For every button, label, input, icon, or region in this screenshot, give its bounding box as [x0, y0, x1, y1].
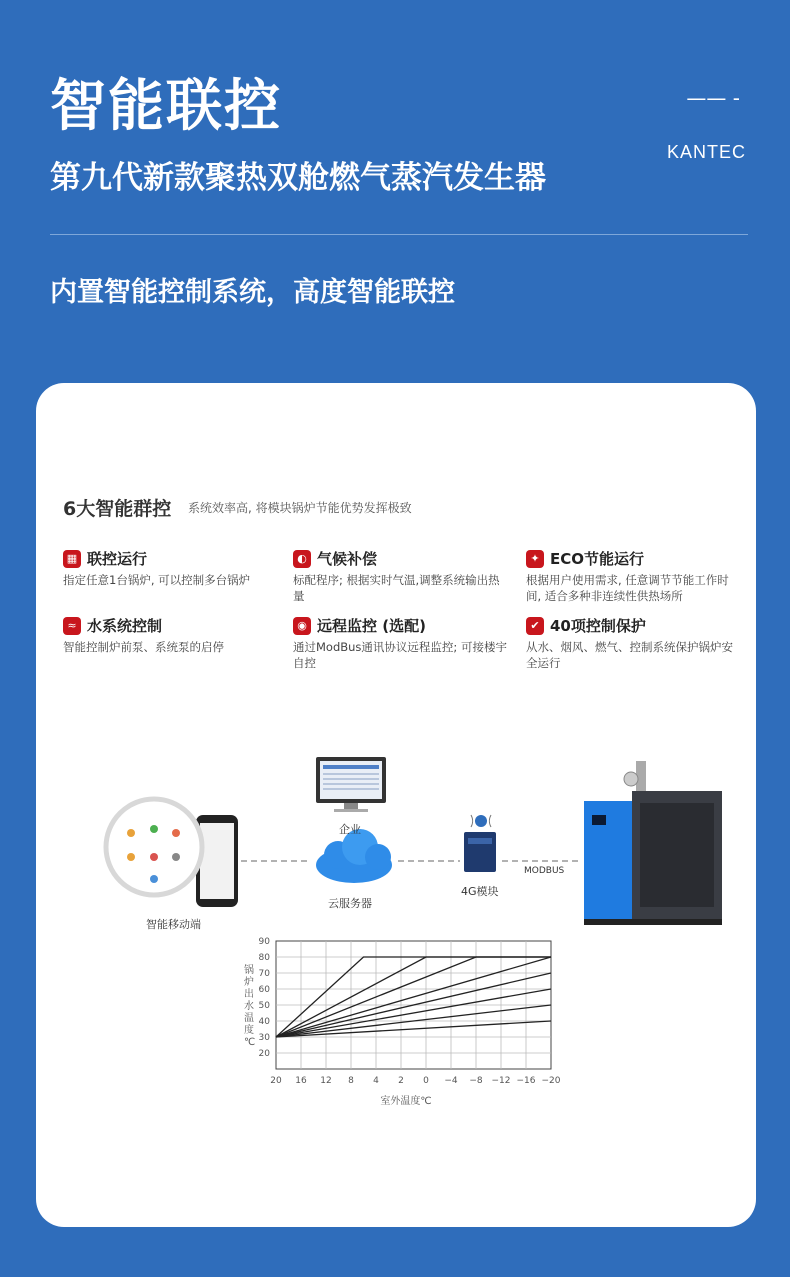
series-line	[276, 989, 551, 1037]
y-tick-label: 60	[258, 985, 270, 995]
y-tick-label: 20	[258, 1049, 270, 1059]
water-icon: ≈	[63, 617, 81, 635]
feature-item	[293, 548, 508, 604]
x-axis-label: 室外温度℃	[380, 1096, 432, 1107]
feature-desc: 通过ModBus通讯协议远程监控; 可接楼宇自控	[293, 640, 507, 670]
y-axis-label-char: 炉	[244, 977, 254, 988]
x-tick-label: 2	[398, 1076, 404, 1086]
header-dash: —— -	[686, 86, 740, 110]
feature-item	[526, 548, 741, 604]
y-axis-label-char: 水	[244, 1001, 254, 1012]
monitor-icon	[316, 757, 386, 812]
feature-item	[63, 615, 278, 655]
page-title: 智能联控	[50, 74, 282, 139]
shield-icon: ✔	[526, 617, 544, 635]
x-tick-label: −8	[469, 1076, 483, 1086]
feature-item	[526, 615, 741, 671]
x-ticks	[270, 1076, 560, 1086]
x-tick-label: −16	[516, 1076, 536, 1086]
feature-desc: 标配程序; 根据实时气温,调整系统输出热量	[293, 573, 500, 603]
x-tick-label: 16	[295, 1076, 307, 1086]
y-tick-label: 40	[258, 1017, 270, 1027]
y-axis-label-char: 出	[244, 989, 254, 1000]
series-line	[276, 957, 551, 1037]
feature-desc: 指定任意1台锅炉, 可以控制多台锅炉	[63, 573, 251, 587]
x-tick-label: 12	[320, 1076, 332, 1086]
feature-item	[63, 548, 278, 588]
page-subtitle: 第九代新款聚热双舱燃气蒸汽发生器	[50, 160, 546, 196]
feature-name: 水系统控制	[87, 617, 163, 635]
chart-series	[276, 957, 551, 1037]
feature-name: 远程监控 (选配)	[317, 617, 426, 635]
y-tick-label: 70	[258, 969, 270, 979]
divider	[50, 234, 748, 235]
x-tick-label: 8	[348, 1076, 354, 1086]
feature-desc: 根据用户使用需求, 任意调节节能工作时间, 适合多种非连续性供热场所	[526, 573, 729, 603]
brand-label: KANTEC	[666, 142, 746, 162]
feature-name: 40项控制保护	[550, 617, 646, 635]
y-tick-label: 80	[258, 953, 270, 963]
bulb-icon: ✦	[526, 550, 544, 568]
feature-item	[293, 615, 508, 671]
y-tick-label: 30	[258, 1033, 270, 1043]
y-axis-label-char: 锅	[244, 965, 254, 976]
cloud-label: 云服务器	[328, 897, 372, 910]
tagline: 内置智能控制系统，高度智能联控	[50, 277, 455, 308]
section-desc: 系统效率高, 将模块锅炉节能优势发挥极致	[188, 501, 412, 515]
grid-icon: ▦	[63, 550, 81, 568]
x-tick-label: −12	[491, 1076, 511, 1086]
x-tick-label: −4	[444, 1076, 458, 1086]
x-tick-label: 4	[373, 1076, 379, 1086]
module-icon	[464, 815, 496, 872]
y-axis-label-char: ℃	[244, 1037, 256, 1048]
y-ticks	[259, 937, 271, 1059]
network-diagram	[36, 743, 756, 933]
feature-name: 气候补偿	[317, 550, 378, 568]
feature-desc: 从水、烟风、燃气、控制系统保护锅炉安全运行	[526, 640, 733, 670]
mobile-label: 智能移动端	[146, 918, 201, 931]
feature-name: 联控运行	[87, 550, 148, 568]
content-card	[36, 383, 756, 1227]
boiler-icon	[584, 761, 722, 925]
y-tick-label: 50	[258, 1001, 270, 1011]
modbus-label: MODBUS	[524, 866, 565, 876]
x-tick-label: 0	[423, 1076, 429, 1086]
enterprise-label: 企业	[339, 823, 361, 836]
series-line	[276, 1021, 551, 1037]
feature-name: ECO节能运行	[550, 550, 645, 568]
y-axis-label-char: 度	[244, 1025, 254, 1036]
remote-icon: ◉	[293, 617, 311, 635]
x-tick-label: −20	[541, 1076, 561, 1086]
heating-curve-chart	[216, 935, 576, 1215]
module-label: 4G模块	[461, 885, 499, 898]
thermo-icon: ◐	[293, 550, 311, 568]
section-title: 6大智能群控	[63, 498, 172, 520]
y-axis-label-char: 温	[244, 1013, 254, 1024]
x-tick-label: 20	[270, 1076, 282, 1086]
magnifier-icon	[106, 799, 202, 895]
feature-desc: 智能控制炉前泵、系统泵的启停	[63, 640, 224, 654]
y-axis-label	[244, 964, 255, 1048]
cloud-icon	[316, 829, 392, 883]
y-tick-label: 90	[258, 937, 270, 947]
